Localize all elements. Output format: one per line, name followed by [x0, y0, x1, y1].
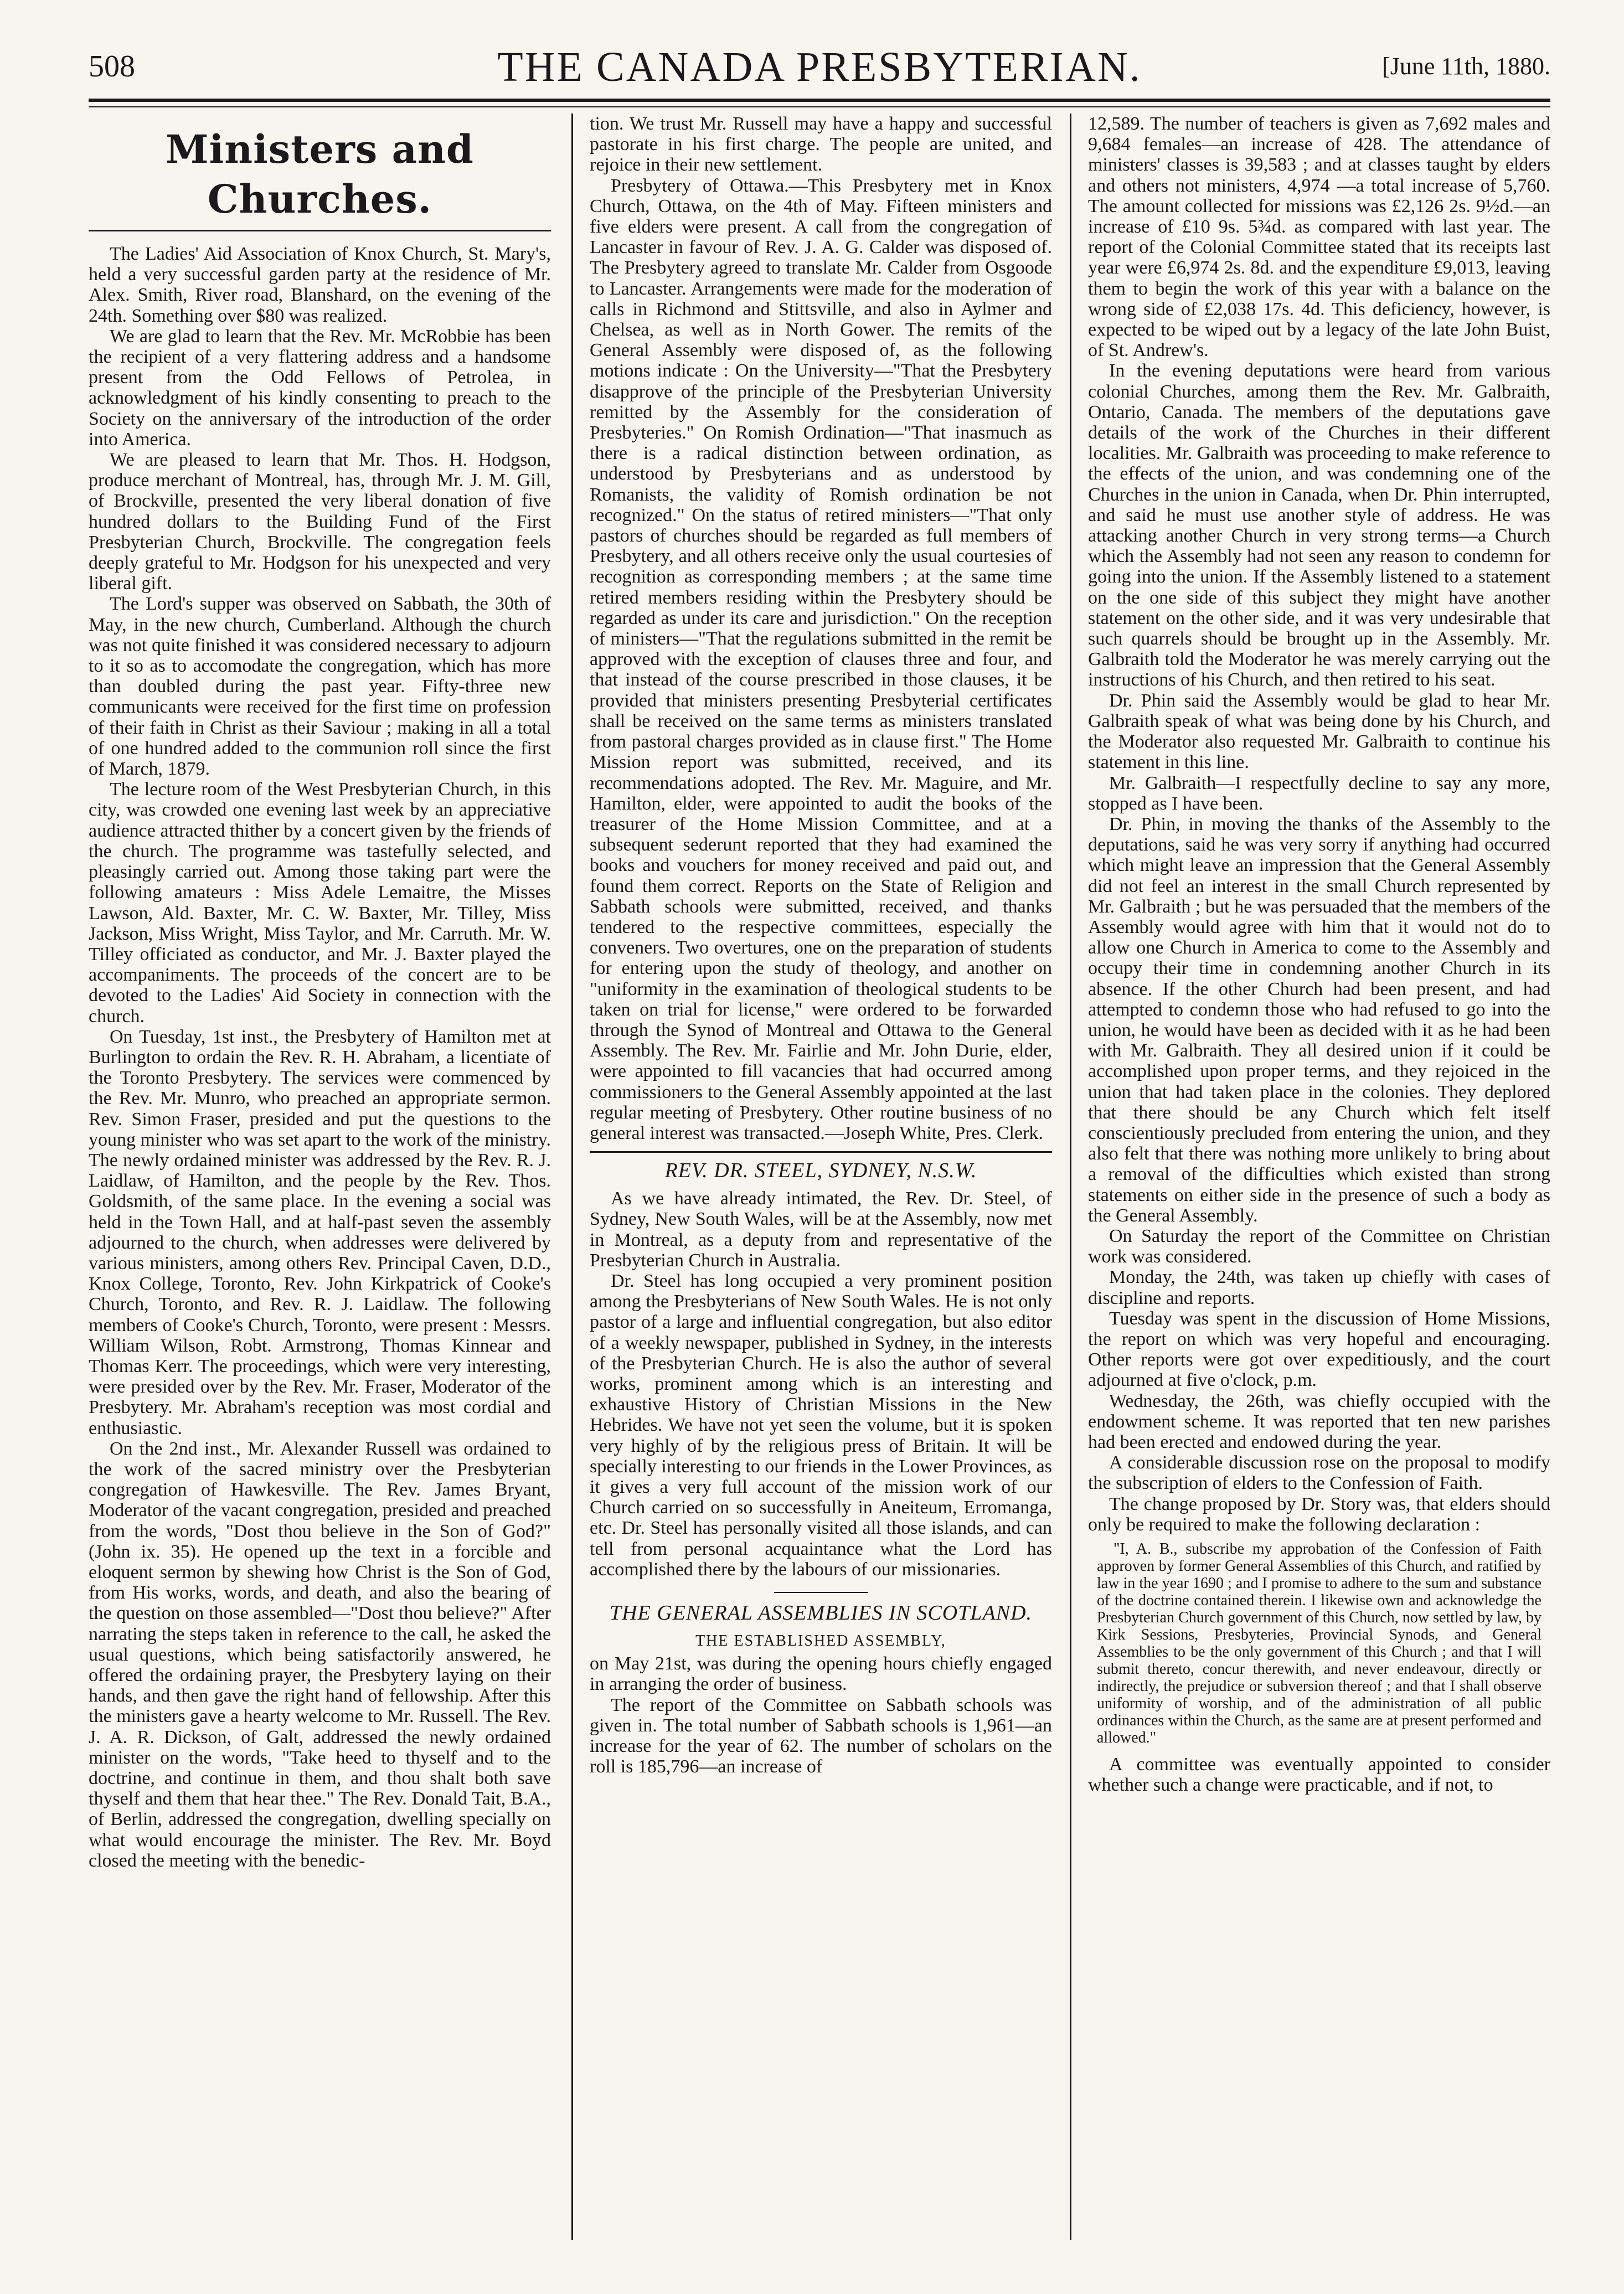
column-3 [1088, 114, 1550, 2245]
paragraph: The change proposed by Dr. Story was, that elders should only be required to make the following declaration : [1088, 1493, 1550, 1535]
paragraph: The Ladies' Aid Association of Knox Church, St. Mary's, held a very successful garden party at the residence of Mr. Alex. Smith, River road, Blanshard, on the evening of the 24th. Something over $80 was realized. [89, 244, 551, 326]
paragraph: We are glad to learn that the Rev. Mr. McRobbie has been the recipient of a very flattering address and a handsome present from the Odd Fellows of Petrolea, in acknowledgment of his kindly consenting to preach to the Society on the anniversary of the introduction of the order into America. [89, 326, 551, 450]
short-divider [774, 1592, 868, 1593]
paragraph: Tuesday was spent in the discussion of Home Missions, the report on which was very hopeful and encouraging. Other reports were got over expeditiously, and the court adjourned at five o'clock, p.m. [1088, 1308, 1550, 1391]
paragraph: We are pleased to learn that Mr. Thos. H. Hodgson, produce merchant of Montreal, has, through Mr. J. M. Gill, of Brockville, presented the very liberal donation of five hundred dollars to the Building Fund of the First Presbyterian Church, Brockville. The congregation feels deeply grateful to Mr. Hodgson for his unexpected and very liberal gift. [89, 450, 551, 594]
paragraph: 12,589. The number of teachers is given as 7,692 males and 9,684 females—an increase of 428. The attendance of ministers' classes is 39,583 ; and at classes taught by elders and others not ministers, 4,974 —a total increase of 5,760. The amount collected for missions was £2,126 2s. 9½d.—an increase of £10 9s. 5¾d. as compared with last year. The report of the Colonial Committee stated that its receipts last year were £6,974 2s. 8d. and the expenditure £9,013, leaving them to begin the work of this year with a balance on the wrong side of £2,038 17s. 4d. This deficiency, however, is expected to be wiped out by a legacy of the late John Buist, of St. Andrew's. [1088, 114, 1550, 361]
paragraph: Wednesday, the 26th, was chiefly occupied with the endowment scheme. It was reported that ten new parishes had been erected and endowed during the year. [1088, 1390, 1550, 1452]
column-2 [590, 114, 1052, 2245]
header-rule-thick [89, 99, 1550, 102]
paragraph: A considerable discussion rose on the proposal to modify the subscription of elders to the Confession of Faith. [1088, 1452, 1550, 1494]
quote-text: "I, A. B., subscribe my approbation of the Confession of Faith approven by former General Assemblies of this Church, and ratified by law in the year 1690 ; and I promise to adhere to the sum and substance of the doctrine contained therein. I likewise own and acknowledge the Presbyterian Church government of this Church, now settled by law, by Kirk Sessions, Presbyteries, Provincial Synods, and General Assemblies to be the only government of this Church ; and that I will submit thereto, concur therewith, and never endeavour, directly or indirectly, the prejudice or subversion thereof ; and that I shall observe uniformity of worship, and of the administration of all public ordinances within the Church, as the same are at present performed and allowed." [1097, 1540, 1541, 1747]
paragraph: The Lord's supper was observed on Sabbath, the 30th of May, in the new church, Cumberland. Although the church was not quite finished it was considered necessary to adjourn to it so as to accomodate the congregation, which has more than doubled during the past year. Fifty-three new communicants were received for the first time on profession of their faith in Christ as their Saviour ; making in all a total of one hundred added to the communion roll since the first of March, 1879. [89, 594, 551, 780]
header-rule-thin [89, 106, 1550, 107]
column-divider [1070, 114, 1071, 2240]
newspaper-title: THE CANADA PRESBYTERIAN. [497, 44, 1142, 90]
paragraph: Mr. Galbraith—I respectfully decline to say any more, stopped as I have been. [1088, 772, 1550, 814]
paragraph: In the evening deputations were heard from various colonial Churches, among them the Rev. Mr. Galbraith, Ontario, Canada. The members of the deputations gave details of the work of the Churches in their different localities. Mr. Galbraith was proceeding to make reference to the effects of the union, and was condemning one of the Churches in the union in Canada, when Dr. Phin interrupted, and said he must use another style of address. He was attacking another Church in very strong terms—a Church which the Assembly had not seen any reason to condemn for going into the union. If the Assembly listened to a statement on the one side of this subject they might have another statement on the other side, and it was very undesirable that such quarrels should be brought up in the Assembly. Mr. Galbraith told the Moderator he was merely carrying out the instructions of his Church, and then retired to his seat. [1088, 360, 1550, 690]
article-title-assemblies: THE GENERAL ASSEMBLIES IN SCOTLAND. [609, 1601, 1033, 1625]
paragraph: On Tuesday, 1st inst., the Presbytery of Hamilton met at Burlington to ordain the Rev. R. H. Abraham, a licentiate of the Toronto Presbytery. The services were commenced by the Rev. Mr. Munro, who preached an appropriate sermon. Rev. Simon Fraser, presided and put the questions to the young minister who was set apart to the work of the ministry. The newly ordained minister was addressed by the Rev. R. J. Laidlaw, of Hamilton, and the people by the Rev. Thos. Goldsmith, of the same place. In the evening a social was held in the Town Hall, and at half-past seven the assembly adjourned to the church, when addresses were delivered by various ministers, among others Rev. Principal Caven, D.D., Knox College, Toronto, Rev. John Kirkpatrick of Cooke's Church, Toronto, and Rev. R. J. Laidlaw. The following members of Cooke's Church, Toronto, were present : Messrs. William Wilson, Robt. Armstrong, Thomas Kinnear and Thomas Kerr. The proceedings, which were very interesting, were presided over by the Rev. Mr. Fraser, Moderator of the Presbytery. Mr. Abraham's reception was most cordial and enthusiastic. [89, 1026, 551, 1439]
article-subheading: THE ESTABLISHED ASSEMBLY, [695, 1632, 946, 1650]
paragraph: Dr. Steel has long occupied a very prominent position among the Presbyterians of New South Wales. He is not only pastor of a large and influential congregation, but also editor of a weekly newspaper, published in Sydney, in the interests of the Presbyterian Church. He is also the author of several works, prominent among which is an interesting and exhaustive History of Christian Missions in the New Hebrides. We have not yet seen the volume, but it is spoken very highly of by the religious press of Britain. It will be specially interesting to our friends in the Lower Provinces, as it gives a very full account of the mission work of our Church carried on so successfully in Aneiteum, Erromanga, etc. Dr. Steel has personally visited all those islands, and can tell from personal acquaintance what the Lord has accomplished there by the labours of our missionaries. [590, 1270, 1052, 1580]
column-1 [89, 114, 551, 2245]
paragraph: tion. We trust Mr. Russell may have a happy and successful pastorate in his first charge. The people are united, and rejoice in their new settlement. [590, 114, 1052, 176]
issue-date: [June 11th, 1880. [1382, 53, 1550, 80]
page-number: 508 [89, 49, 135, 84]
paragraph: The report of the Committee on Sabbath schools was given in. The total number of Sabbath schools is 1,961—an increase for the year of 62. The number of scholars on the roll is 185,796—an increase of [590, 1694, 1052, 1777]
declaration-quote [1088, 1535, 1550, 1754]
column-divider [571, 114, 573, 2240]
article-divider [590, 1151, 1052, 1153]
paragraph: A committee was eventually appointed to consider whether such a change were practicable, and if not, to [1088, 1754, 1550, 1796]
paragraph: Presbytery of Ottawa.—This Presbytery met in Knox Church, Ottawa, on the 4th of May. Fifteen ministers and five elders were present. A call from the congregation of Lancaster in favour of Rev. J. A. G. Calder was disposed of. The Presbytery agreed to translate Mr. Calder from Osgoode to Lancaster. Arrangements were made for the moderation of calls in Richmond and Stittsville, and also in Aylmer and Chelsea, as well as in North Gower. The remits of the General Assembly were disposed of, as the following motions indicate : On the University—"That the Presbytery disapprove of the principle of the Presbyterian University remitted by the Assembly for the consideration of Presbyteries." On Romish Ordination—"That inasmuch as there is a radical distinction between ordination, as understood by Presbyterians and as understood by Romanists, the validity of Romish ordination be not recognized." On the status of retired ministers—"That only pastors of churches should be regarded as full members of Presbytery, and all others receive only the usual courtesies of recognition as corresponding members ; at the same time retired members residing within the Presbytery should be regarded as under its care and jurisdiction." On the reception of ministers—"That the regulations submitted in the remit be approved with the exception of clauses three and four, and that instead of the course prescribed in those clauses, it be provided that ministers presenting Presbyterial certificates shall be received on the same terms as ministers translated from pastoral charges provided as in clause first." The Home Mission report was submitted, received, and its recommendations adopted. The Rev. Mr. Maguire, and Mr. Hamilton, elder, were appointed to audit the books of the treasurer of the Home Mission Committee, and at a subsequent sederunt reported that they had examined the books and vouchers for money received and paid out, and found them correct. Reports on the State of Religion and Sabbath schools were submitted, received, and thanks tendered to the respective committees, especially the conveners. Two overtures, one on the preparation of students for entering upon the study of theology, and another on "uniformity in the examination of theological students to be taken on trial for license," were ordered to be forwarded through the Synod of Montreal and Ottawa to the General Assembly. The Rev. Mr. Fairlie and Mr. John Durie, elder, were appointed to fill vacancies that had occurred among commissioners to the General Assembly appointed at the last regular meeting of Presbytery. Other routine business of no general interest was transacted.—Joseph White, Pres. Clerk. [590, 175, 1052, 1143]
paragraph: The lecture room of the West Presbyterian Church, in this city, was crowded one evening last week by an appreciative audience attracted thither by a concert given by the friends of the church. The programme was tastefully selected, and pleasingly carried out. Among those taking part were the following amateurs : Miss Adele Lemaitre, the Misses Lawson, Ald. Baxter, Mr. C. W. Baxter, Mr. Tilley, Miss Jackson, Miss Wright, Miss Taylor, and Mr. Carruth. Mr. W. Tilley officiated as conductor, and Mr. J. Baxter played the accompaniments. The proceeds of the concert are to be devoted to the Ladies' Aid Society in connection with the church. [89, 779, 551, 1027]
paragraph: Monday, the 24th, was taken up chiefly with cases of discipline and reports. [1088, 1267, 1550, 1308]
article-title-steel: REV. DR. STEEL, SYDNEY, N.S.W. [664, 1159, 977, 1183]
paragraph: On the 2nd inst., Mr. Alexander Russell was ordained to the work of the sacred ministry over the Presbyterian congregation of Hawkesville. The Rev. James Bryant, Moderator of the vacant congregation, presided and preached from the words, "Dost thou believe in the Son of God?" (John ix. 35). He opened up the text in a forcible and eloquent sermon by shewing how Christ is the Son of God, from His works, words, and death, and also the bearing of the question on those assembled—"Dost thou believe?" After narrating the steps taken in reference to the call, he asked the usual questions, which being satisfactorily answered, he offered the ordaining prayer, the Presbytery laying on their hands, and then gave the right hand of fellowship. After this the ministers gave a hearty welcome to Mr. Russell. The Rev. J. A. R. Dickson, of Galt, addressed the newly ordained minister on the words, "Take heed to thyself and to the doctrine, and continue in them, and thou shalt both save thyself and them that hear thee." The Rev. Donald Tait, B.A., of Berlin, addressed the congregation, dwelling specially on what would encourage the minister. The Rev. Mr. Boyd closed the meeting with the benedic- [89, 1438, 551, 1871]
masthead [89, 39, 1550, 100]
paragraph: On Saturday the report of the Committee on Christian work was considered. [1088, 1225, 1550, 1267]
paragraph: As we have already intimated, the Rev. Dr. Steel, of Sydney, New South Wales, will be at the Assembly, now met in Montreal, as a deputy from and representative of the Presbyterian Church in Australia. [590, 1188, 1052, 1271]
section-heading: Ministers and Churches. [89, 125, 551, 231]
paragraph: Dr. Phin said the Assembly would be glad to hear Mr. Galbraith speak of what was being done by his Church, and the Moderator also requested Mr. Galbraith to continue his statement in this line. [1088, 690, 1550, 773]
paragraph: Dr. Phin, in moving the thanks of the Assembly to the deputations, said he was very sorry if anything had occurred which might leave an impression that the General Assembly did not feel an interest in the small Church represented by Mr. Galbraith ; but he was persuaded that the members of the Assembly would agree with him that it would not do to allow one Church in America to come to the Assembly and occupy their time in condemning another Church in its absence. If the other Church had been present, and had attempted to condemn those who had refused to go into the union, he would have been as decided with it as he had been with Mr. Galbraith. They all desired union if it could be accomplished upon proper terms, and they rejoiced in the union that had taken place in the colonies. They deplored that there should be any Church which felt itself conscientiously precluded from entering the union, and they also felt that there was nothing more unlikely to bring about a removal of the difficulties which existed than strong statements on either side in the presence of such a body as the General Assembly. [1088, 813, 1550, 1226]
paragraph: on May 21st, was during the opening hours chiefly engaged in arranging the order of business. [590, 1653, 1052, 1695]
